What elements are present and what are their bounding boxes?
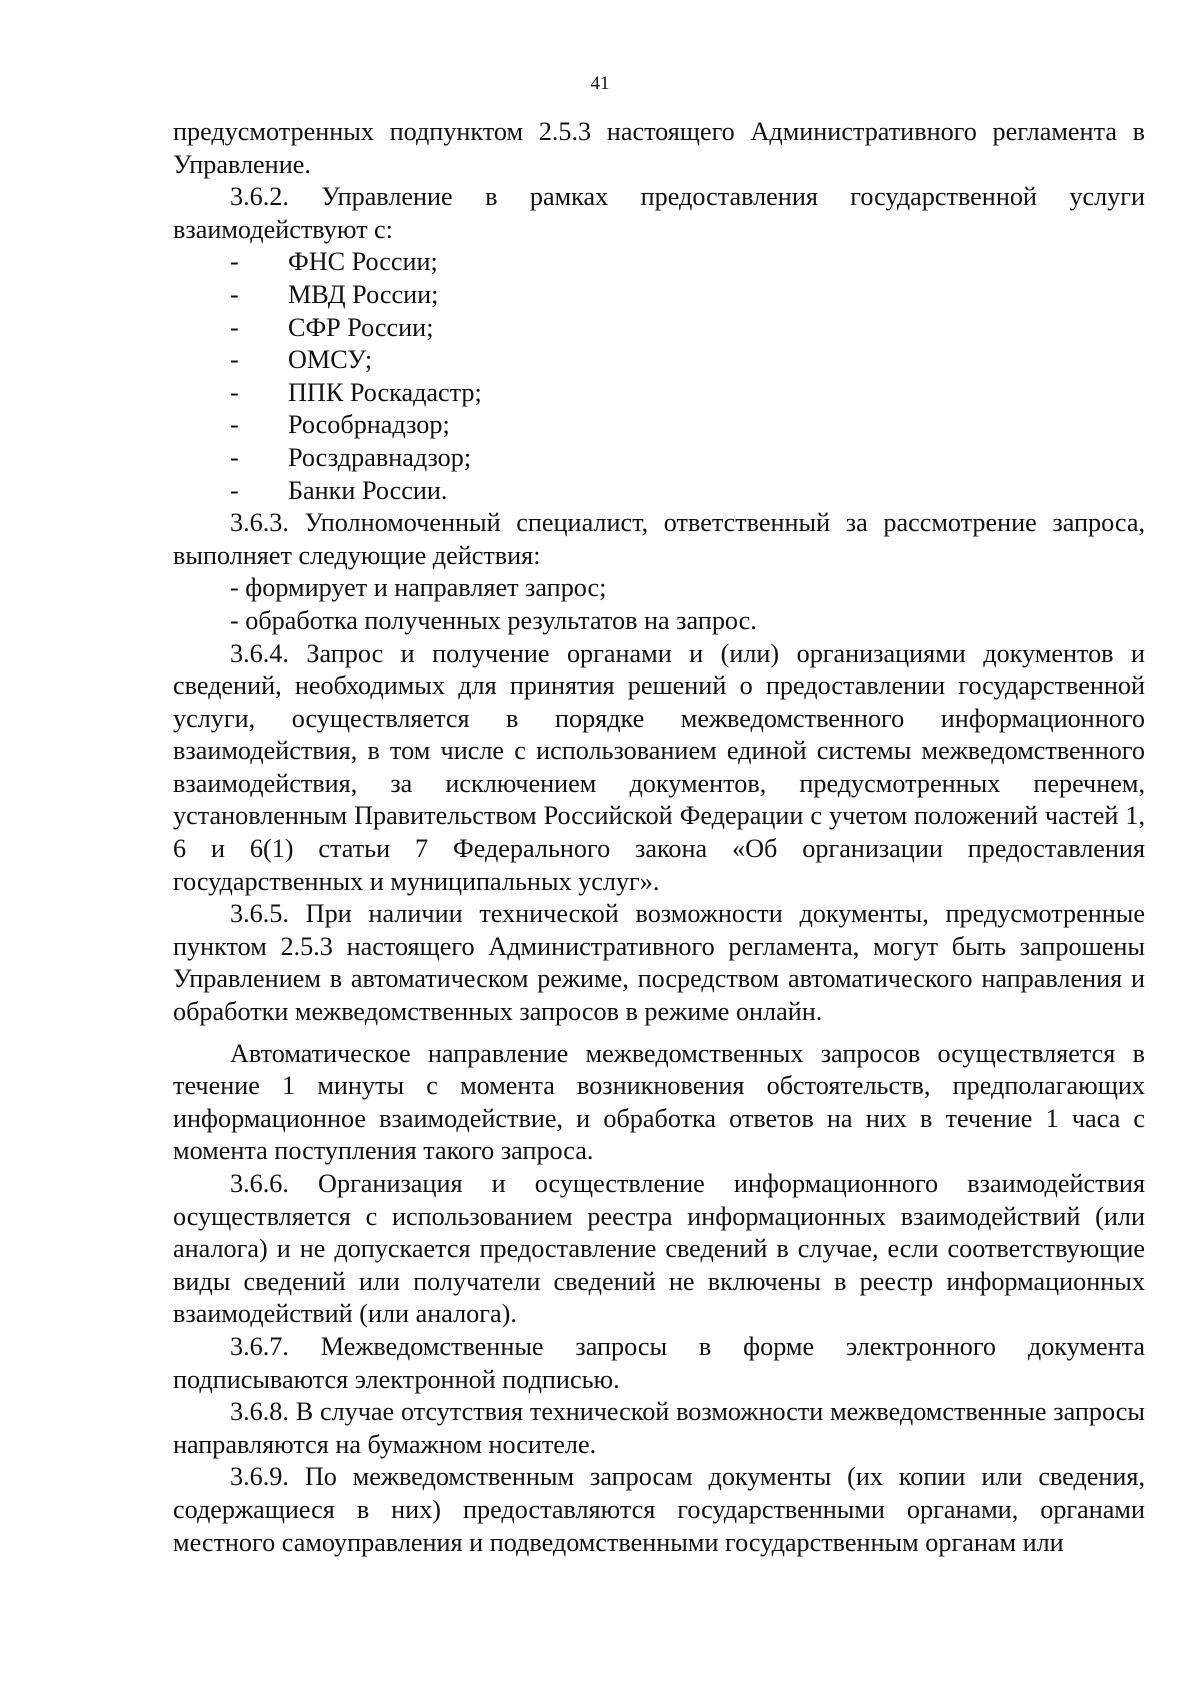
- page-number: 41: [590, 73, 610, 94]
- list-dash: -: [230, 377, 239, 407]
- paragraph-continuation: предусмотренных подпунктом 2.5.3 настоящего Административного регламента в Управление.: [173, 117, 1145, 179]
- list-item: [173, 409, 1145, 442]
- list-item-text: СФР России;: [288, 312, 434, 342]
- paragraph-3-6-6: 3.6.6. Организация и осуществление информационного взаимодействия осуществляется с использованием реестра информационных взаимодействий (или аналога) и не допускается предоставление сведений в случае, если соответствующие виды сведений или получатели сведений не включены в реестр информационных взаимодействий (или аналога).: [173, 1169, 1145, 1329]
- list-item: [173, 377, 1145, 410]
- list-dash: -: [230, 279, 239, 309]
- list-dash: -: [230, 312, 239, 342]
- action-item: - обработка полученных результатов на запрос.: [230, 605, 757, 635]
- list-item: [173, 344, 1145, 377]
- list-item-text: Банки России.: [288, 475, 448, 505]
- list-dash: -: [230, 475, 239, 505]
- list-item-text: Рособрнадзор;: [288, 410, 450, 440]
- action-item: - формирует и направляет запрос;: [230, 573, 607, 603]
- paragraph-automatic-requests: Автоматическое направление межведомственных запросов осуществляется в течение 1 минуты с момента возникновения обстоятельств, предполагающих информационное взаимодействие, и обработка ответов на них в течение 1 часа с момента поступления такого запроса.: [173, 1038, 1145, 1166]
- list-item: [173, 246, 1145, 279]
- list-item-text: МВД России;: [288, 279, 439, 309]
- paragraph-3-6-7: 3.6.7. Межведомственные запросы в форме электронного документа подписываются электронной подписью.: [173, 1331, 1145, 1394]
- list-dash: -: [230, 345, 239, 375]
- list-item: [173, 312, 1145, 345]
- paragraph-3-6-3: 3.6.3. Уполномоченный специалист, ответственный за рассмотрение запроса, выполняет следующие действия:: [173, 508, 1145, 570]
- list-dash: -: [230, 442, 239, 472]
- agencies-list: [173, 246, 1145, 507]
- list-item-text: ППК Роскадастр;: [288, 377, 482, 407]
- list-item: [173, 442, 1145, 475]
- list-item: [173, 279, 1145, 312]
- list-dash: -: [230, 410, 239, 440]
- paragraph-3-6-8: 3.6.8. В случае отсутствия технической возможности межведомственные запросы направляются на бумажном носителе.: [173, 1397, 1145, 1459]
- list-item-text: ФНС России;: [288, 247, 438, 277]
- document-body: [173, 116, 1145, 1559]
- list-item-text: Росздравнадзор;: [288, 442, 472, 472]
- list-item-text: ОМСУ;: [288, 345, 373, 375]
- paragraph-3-6-2: 3.6.2. Управление в рамках предоставления государственной услуги взаимодействуют с:: [173, 182, 1145, 244]
- paragraph-3-6-5: 3.6.5. При наличии технической возможности документы, предусмотренные пунктом 2.5.3 настоящего Административного регламента, могут быть запрошены Управлением в автоматическом режиме, посредством автоматического направления и обработки межведомственных запросов в режиме онлайн.: [173, 899, 1145, 1027]
- list-dash: -: [230, 247, 239, 277]
- paragraph-3-6-9: 3.6.9. По межведомственным запросам документы (их копии или сведения, содержащиеся в них) предоставляются государственными органами, органами местного самоуправления и подведомственными государственным органам или: [173, 1462, 1145, 1557]
- list-item: [173, 475, 1145, 508]
- paragraph-3-6-4: 3.6.4. Запрос и получение органами и (или) организациями документов и сведений, необходимых для принятия решений о предоставлении государственной услуги, осуществляется в порядке межведомственного информационного взаимодействия, в том числе с использованием единой системы межведомственного взаимодействия, за исключением документов, предусмотренных перечнем, установленным Правительством Российской Федерации с учетом положений частей 1, 6 и 6(1) статьи 7 Федерального закона «Об организации предоставления государственных и муниципальных услуг».: [173, 638, 1145, 896]
